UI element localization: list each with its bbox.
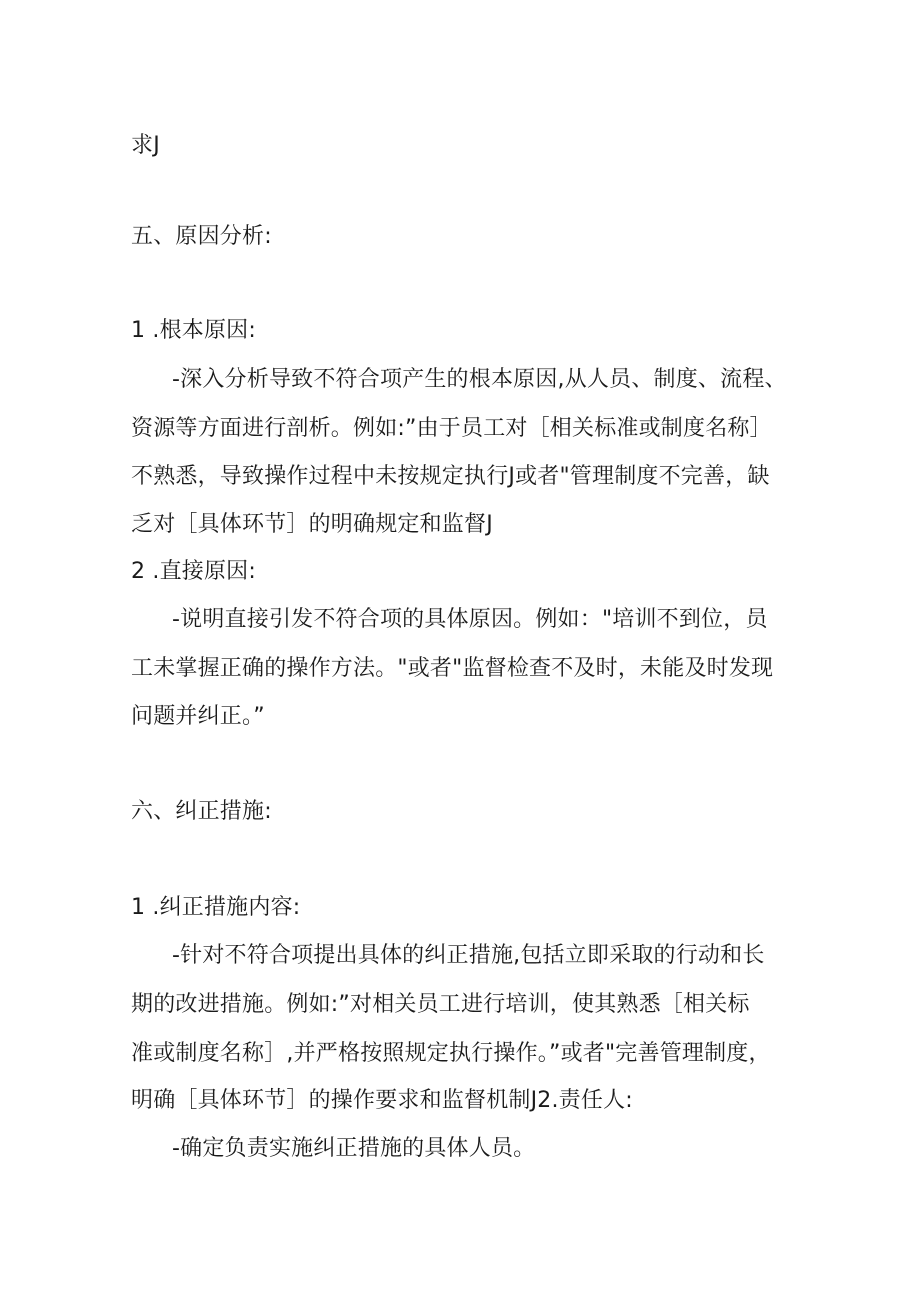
subsection-heading: 2 .直接原因: bbox=[131, 559, 256, 584]
paragraph-line: -确定负责实施纠正措施的具体人员。 bbox=[172, 1136, 536, 1161]
paragraph-line: -说明直接引发不符合项的具体原因。例如："培训不到位，员 bbox=[172, 607, 768, 632]
section-heading: 五、原因分析: bbox=[131, 224, 272, 249]
paragraph-line: 明确［具体环节］的操作要求和监督机制J2.责任人: bbox=[131, 1088, 633, 1113]
section-heading: 六、纠正措施: bbox=[131, 799, 272, 824]
paragraph-line: 准或制度名称］,并严格按照规定执行操作。”或者"完善管理制度， bbox=[131, 1041, 771, 1066]
paragraph-line: 问题并纠正。” bbox=[131, 704, 265, 729]
paragraph-line: 不熟悉，导致操作过程中未按规定执行J或者"管理制度不完善，缺 bbox=[131, 464, 770, 489]
subsection-heading: 1 .根本原因: bbox=[131, 318, 256, 343]
paragraph-line: 工未掌握正确的操作方法。"或者"监督检查不及时，未能及时发现 bbox=[131, 656, 774, 681]
paragraph-line: -针对不符合项提出具体的纠正措施,包括立即采取的行动和长 bbox=[172, 943, 765, 968]
text-line: 求J bbox=[131, 133, 160, 158]
subsection-heading: 1 .纠正措施内容: bbox=[131, 895, 301, 920]
paragraph-line: 乏对［具体环节］的明确规定和监督J bbox=[131, 512, 493, 537]
paragraph-line: 资源等方面进行剖析。例如:”由于员工对［相关标准或制度名称］ bbox=[131, 416, 772, 441]
paragraph-line: -深入分析导致不符合项产生的根本原因,从人员、制度、流程、 bbox=[172, 367, 787, 392]
paragraph-line: 期的改进措施。例如:”对相关员工进行培训，使其熟悉［相关标 bbox=[131, 992, 750, 1017]
